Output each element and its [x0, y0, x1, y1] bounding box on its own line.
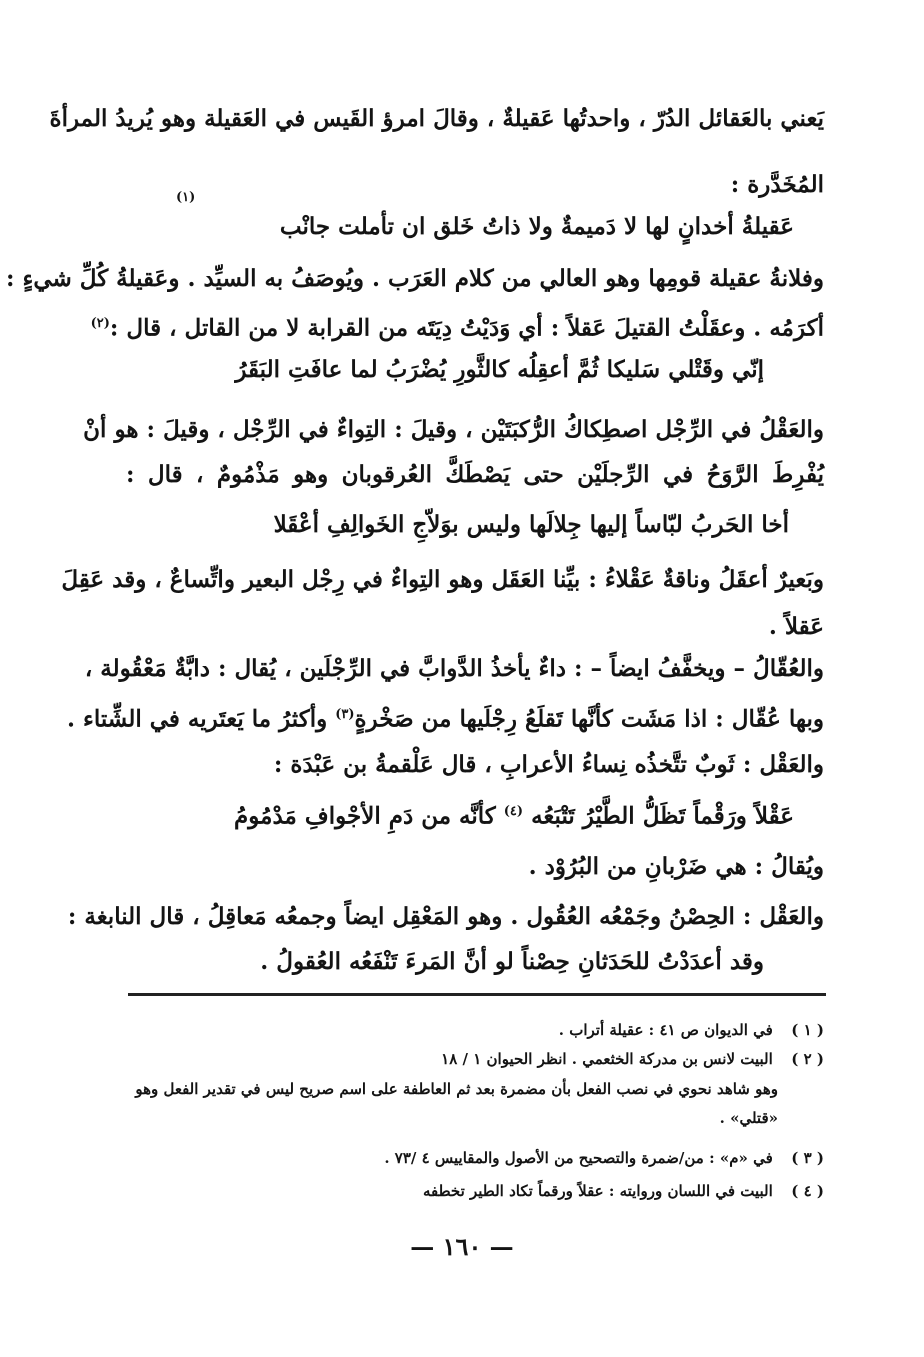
- footnote-4: [423, 1179, 824, 1203]
- verse-line: أخا الحَربُ لبّاساً إليها جِلالَها وليس بوَلاّجِ الخَوالِفِ أعْقَلا: [273, 511, 789, 538]
- footnote-number: ( ٢ ): [791, 1050, 824, 1068]
- footnote-1: [559, 1018, 824, 1042]
- footnote-2-continued: «قتلي» .: [719, 1109, 778, 1127]
- text-segment: وبها عُقّال : اذا مَشَت كأنَّها تَقلَعُ رِجْلَيها من صَخْرةٍ: [354, 705, 824, 733]
- text-line: المُخَدَّرة :: [730, 171, 824, 198]
- text-line: والعُقّالُ – ويخفَّفُ ايضاً – : داءٌ يأخذُ الدَّوابَّ في الرِّجْلَين ، يُقال : دابَّةٌ مَعْقُولة ،: [84, 655, 824, 682]
- text-line: وفلانةُ عقيلة قومِها وهو العالي من كلام العَرَب . ويُوصَفُ به السيِّد . وعَقيلةُ كُلِّ شيءٍ :: [6, 265, 824, 292]
- footnote-number: ( ٣ ): [791, 1149, 824, 1167]
- footnote-2-continued: وهو شاهد نحوي في نصب الفعل بأن مضمرة بعد ثم العاطفة على اسم صريح ليس في تقدير الفعل وهو: [135, 1080, 778, 1098]
- verse-line: عَقيلةُ أخدانٍ لها لا دَميمةٌ ولا ذاتُ خَلق ان تأملت جانْب: [279, 213, 794, 240]
- text-line: [90, 307, 824, 346]
- text-line: عَقلاً .: [768, 613, 824, 640]
- verse-line: إنّي وقَتْلي سَليكا ثُمَّ أعقِلُه كالثَّورِ يُضْرَبُ لما عافَتِ البَقَرُ: [235, 356, 764, 383]
- text-segment: كأنَّه من دَمِ الأجْوافِ مَدْمُومُ: [234, 802, 496, 830]
- text-line: وبَعيرٌ أعقَلُ وناقةٌ عَقْلاءُ : بيِّنا العَقَل وهو التِواءٌ في رِجْل البعير واتِّساعٌ ، وقد عَقِلَ: [61, 566, 824, 593]
- footnote-text: في الديوان ص ٤١ : عقيلة أتراب .: [558, 1021, 773, 1039]
- text-line: يَعني بالعَقائل الدُرّ ، واحدتُها عَقيلةٌ ، وقالَ امرؤ القَيس في العَقيلة وهو يُريدُ المرأةَ: [49, 105, 824, 132]
- page-number: — ١٦٠ —: [410, 1232, 514, 1261]
- text-line: والعَقْل : الحِصْنُ وجَمْعُه العُقُول . وهو المَعْقِل ايضاً وجمعُه مَعاقِلُ ، قال النابغة :: [67, 903, 824, 930]
- footnote-marker: (٤): [503, 804, 524, 819]
- footnote-text: البيت في اللسان وروايته : عقلاً ورقماً تكاد الطير تخطفه: [422, 1182, 773, 1200]
- verse-line: [234, 795, 794, 834]
- footnote-number: ( ١ ): [791, 1021, 824, 1039]
- footnote-3: [384, 1146, 824, 1170]
- footnote-2: [441, 1047, 824, 1071]
- text-line: والعَقْلُ في الرِّجْل اصطِكاكُ الرُّكبَتَيْن ، وقيلَ : التِواءٌ في الرِّجْل ، وقيلَ : هو أنْ: [83, 416, 824, 443]
- footnote-text: البيت لانس بن مدركة الخثعمي . انظر الحيوان ١ / ١٨: [441, 1050, 773, 1068]
- text-line: [67, 698, 824, 737]
- footnote-marker: (٣): [335, 707, 355, 722]
- verse-line: وقد أعدَدْتُ للحَدَثانِ حِصْناً لو أنَّ المَرءَ تَنْفَعُه العُقولُ .: [260, 948, 764, 975]
- text-line: والعَقْل : ثَوبٌ تتَّخذُه نِساءُ الأعرابِ ، قال عَلْقمةُ بن عَبْدَة :: [273, 751, 824, 778]
- footnote-number: ( ٤ ): [791, 1182, 824, 1200]
- footnote-divider: [128, 993, 826, 996]
- text-line: يُفْرِطَ الرَّوَحُ في الرِّجلَيْن حتى يَصْطَكَّ العُرقوبان وهو مَذْمُومٌ ، قال :: [126, 461, 824, 488]
- text-segment: وأكثرُ ما يَعتَريه في الشِّتاء .: [67, 705, 328, 733]
- footnote-text: في «م» : من/ضمرة والتصحيح من الأصول والمقاييس ٤ /٧٣ .: [384, 1149, 773, 1167]
- footnote-marker: (٢): [90, 316, 110, 331]
- text-segment: عَقْلاً ورَقْماً تَظَلُّ الطَّيْرُ تَتْبَعُه: [531, 802, 794, 830]
- text-line: ويُقالُ : هي ضَرْبانِ من البُرُوْد .: [528, 853, 824, 880]
- text-segment: أكرَمُه . وعقَلْتُ القتيلَ عَقلاً : أي وَدَيْتُ دِيَتَه من القرابة لا من القاتل ، قال :: [109, 314, 824, 342]
- footnote-marker: (١): [176, 190, 196, 205]
